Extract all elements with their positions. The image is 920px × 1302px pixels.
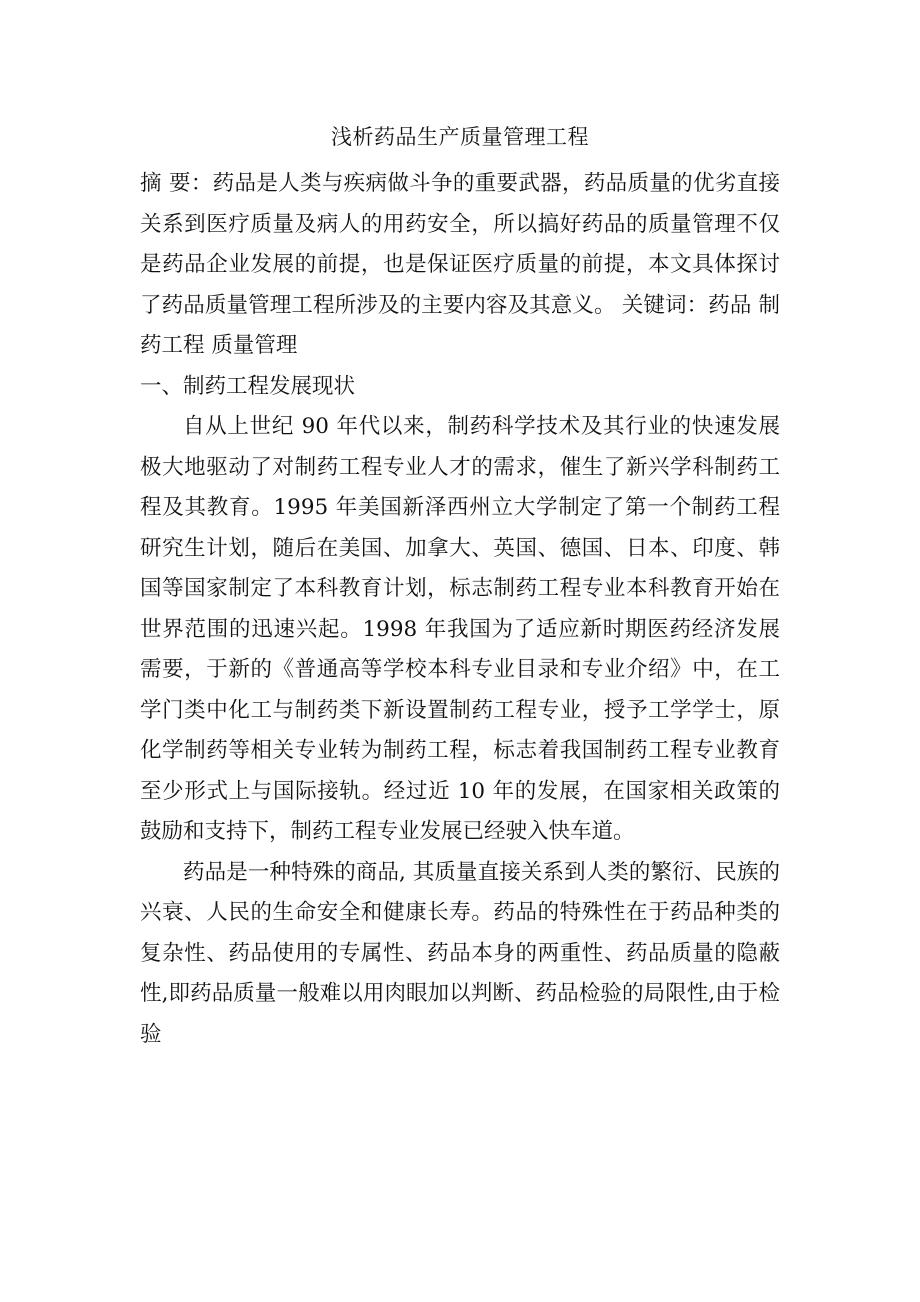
document-body	[140, 164, 780, 1055]
section-heading: 一、制药工程发展现状	[140, 373, 356, 399]
abstract-text: 摘 要：药品是人类与疾病做斗争的重要武器，药品质量的优劣直接关系到医疗质量及病人的用药安全，所以搞好药品的质量管理不仅是药品企业发展的前提，也是保证医疗质量的前提，本文具体探讨了药品质量管理工程所涉及的主要内容及其意义。	[140, 171, 780, 318]
keywords-text: 关键词：药品 制药工程 质量管理	[140, 292, 780, 358]
document-title: 浅析药品生产质量管理工程	[331, 125, 589, 149]
body-paragraph-2: 药品是一种特殊的商品, 其质量直接关系到人类的繁衍、民族的兴衰、人民的生命安全和健康长寿。药品的特殊性在于药品种类的复杂性、药品使用的专属性、药品本身的两重性、药品质量的隐蔽性,即药品质量一般难以用肉眼加以判断、药品检验的局限性,由于检验	[140, 859, 780, 1047]
body-paragraph-1: 自从上世纪 90 年代以来，制药科学技术及其行业的快速发展极大地驱动了对制药工程专业人才的需求，催生了新兴学科制药工程及其教育。1995 年美国新泽西州立大学制定了第一个制药工程研究生计划，随后在美国、加拿大、英国、德国、日本、印度、韩国等国家制定了本科教育计划，标志制药工程专业本科教育开始在世界范围的迅速兴起。1998 年我国为了适应新时期医药经济发展需要，于新的《普通高等学校本科专业目录和专业介绍》中，在工学门类中化工与制药类下新设置制药工程专业，授予工学学士，原化学制药等相关专业转为制药工程，标志着我国制药工程专业教育至少形式上与国际接轨。经过近 10 年的发展，在国家相关政策的鼓励和支持下，制药工程专业发展已经驶入快车道。	[140, 414, 780, 844]
abstract-paragraph	[140, 164, 780, 367]
